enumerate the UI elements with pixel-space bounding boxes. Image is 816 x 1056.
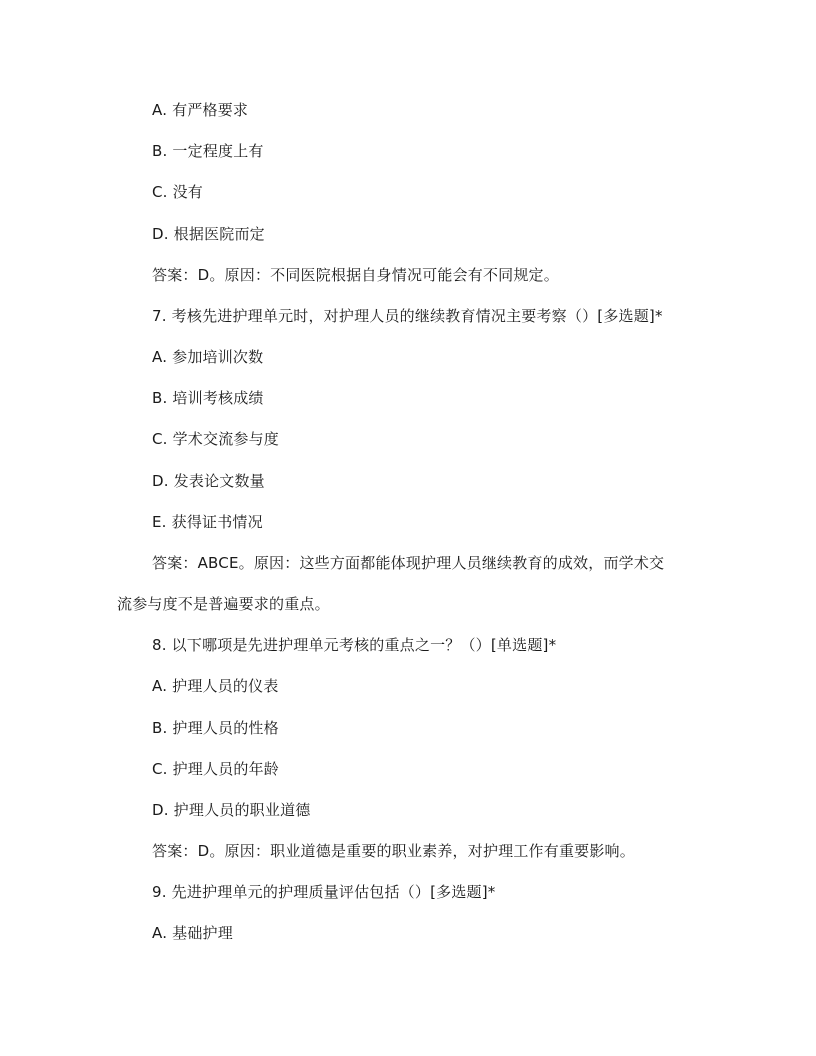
q6-option-b: B. 一定程度上有 — [152, 142, 264, 160]
q9-option-a: A. 基础护理 — [152, 924, 233, 942]
q6-answer: 答案：D。原因：不同医院根据自身情况可能会有不同规定。 — [152, 266, 559, 284]
q8-option-b: B. 护理人员的性格 — [152, 719, 279, 737]
q7-option-a: A. 参加培训次数 — [152, 348, 264, 366]
q7-question: 7. 考核先进护理单元时，对护理人员的继续教育情况主要考察（）[多选题]* — [152, 307, 663, 325]
q7-answer-line2: 流参与度不是普遍要求的重点。 — [117, 595, 330, 613]
q8-option-c: C. 护理人员的年龄 — [152, 760, 280, 778]
q7-option-d: D. 发表论文数量 — [152, 472, 265, 490]
q8-option-a: A. 护理人员的仪表 — [152, 677, 279, 695]
q7-answer-line1: 答案：ABCE。原因：这些方面都能体现护理人员继续教育的成效，而学术交 — [152, 554, 665, 572]
q8-option-d: D. 护理人员的职业道德 — [152, 801, 311, 819]
q7-option-b: B. 培训考核成绩 — [152, 389, 264, 407]
q8-answer: 答案：D。原因：职业道德是重要的职业素养，对护理工作有重要影响。 — [152, 842, 635, 860]
q6-option-d: D. 根据医院而定 — [152, 225, 265, 243]
q7-option-e: E. 获得证书情况 — [152, 513, 263, 531]
q7-option-c: C. 学术交流参与度 — [152, 430, 280, 448]
q9-question: 9. 先进护理单元的护理质量评估包括（）[多选题]* — [152, 883, 496, 901]
q6-option-a: A. 有严格要求 — [152, 101, 249, 119]
q6-option-c: C. 没有 — [152, 183, 204, 201]
q8-question: 8. 以下哪项是先进护理单元考核的重点之一？（）[单选题]* — [152, 636, 557, 654]
